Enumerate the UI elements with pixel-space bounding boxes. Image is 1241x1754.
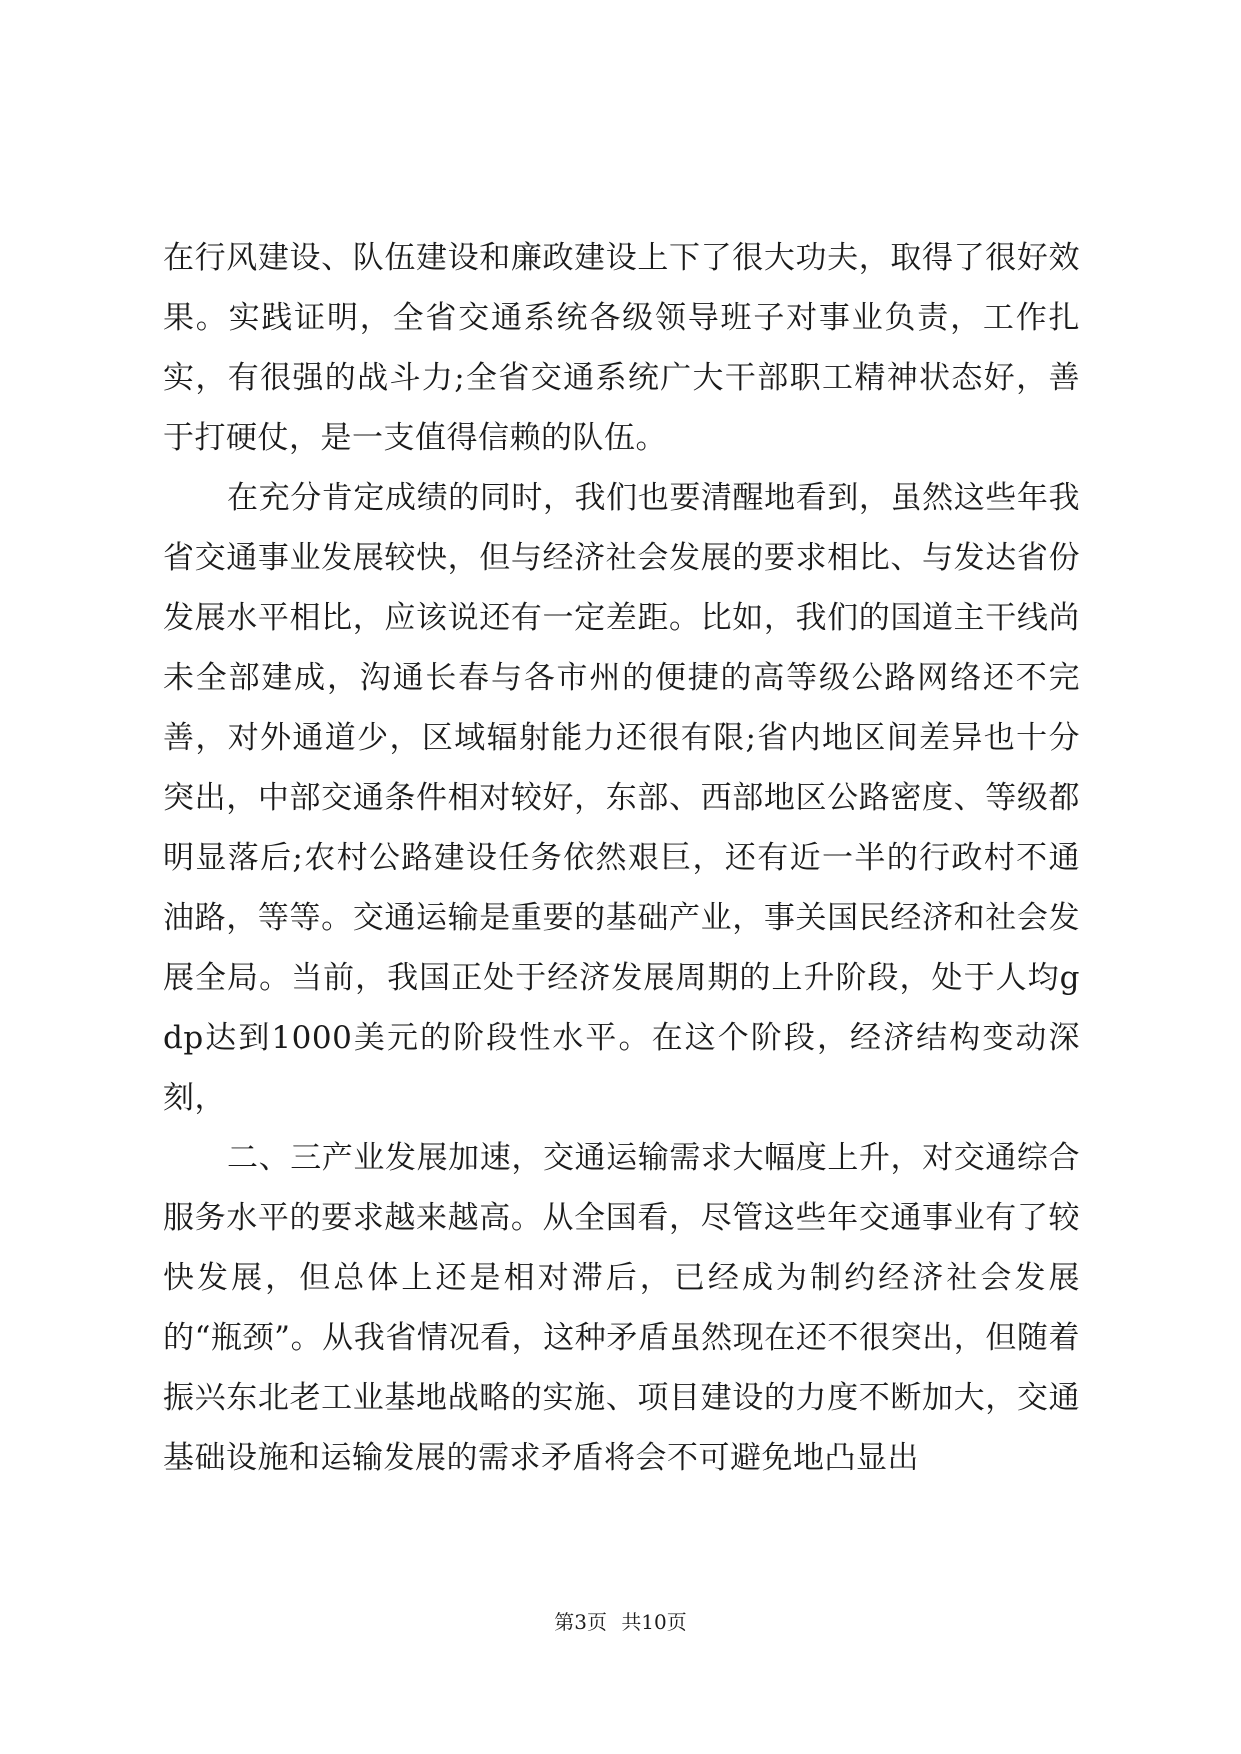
page-total: 共10页 bbox=[621, 1610, 687, 1634]
document-body bbox=[163, 228, 1080, 1488]
page-footer bbox=[0, 1608, 1241, 1636]
page-number: 第3页 bbox=[554, 1610, 607, 1634]
paragraph-2: 在充分肯定成绩的同时，我们也要清醒地看到，虽然这些年我省交通事业发展较快，但与经济社会发展的要求相比、与发达省份发展水平相比，应该说还有一定差距。比如，我们的国道主干线尚未全部建成，沟通长春与各市州的便捷的高等级公路网络还不完善，对外通道少，区域辐射能力还很有限;省内地区间差异也十分突出，中部交通条件相对较好，东部、西部地区公路密度、等级都明显落后;农村公路建设任务依然艰巨，还有近一半的行政村不通油路，等等。交通运输是重要的基础产业，事关国民经济和社会发展全局。当前，我国正处于经济发展周期的上升阶段，处于人均gdp达到1000美元的阶段性水平。在这个阶段，经济结构变动深刻， bbox=[163, 480, 1080, 1116]
paragraph-3: 二、三产业发展加速，交通运输需求大幅度上升，对交通综合服务水平的要求越来越高。从全国看，尽管这些年交通事业有了较快发展，但总体上还是相对滞后，已经成为制约经济社会发展的“瓶颈”。从我省情况看，这种矛盾虽然现在还不很突出，但随着振兴东北老工业基地战略的实施、项目建设的力度不断加大，交通基础设施和运输发展的需求矛盾将会不可避免地凸显出 bbox=[163, 1140, 1080, 1476]
paragraph-1: 在行风建设、队伍建设和廉政建设上下了很大功夫，取得了很好效果。实践证明，全省交通系统各级领导班子对事业负责，工作扎实，有很强的战斗力;全省交通系统广大干部职工精神状态好，善于打硬仗，是一支值得信赖的队伍。 bbox=[163, 240, 1080, 456]
